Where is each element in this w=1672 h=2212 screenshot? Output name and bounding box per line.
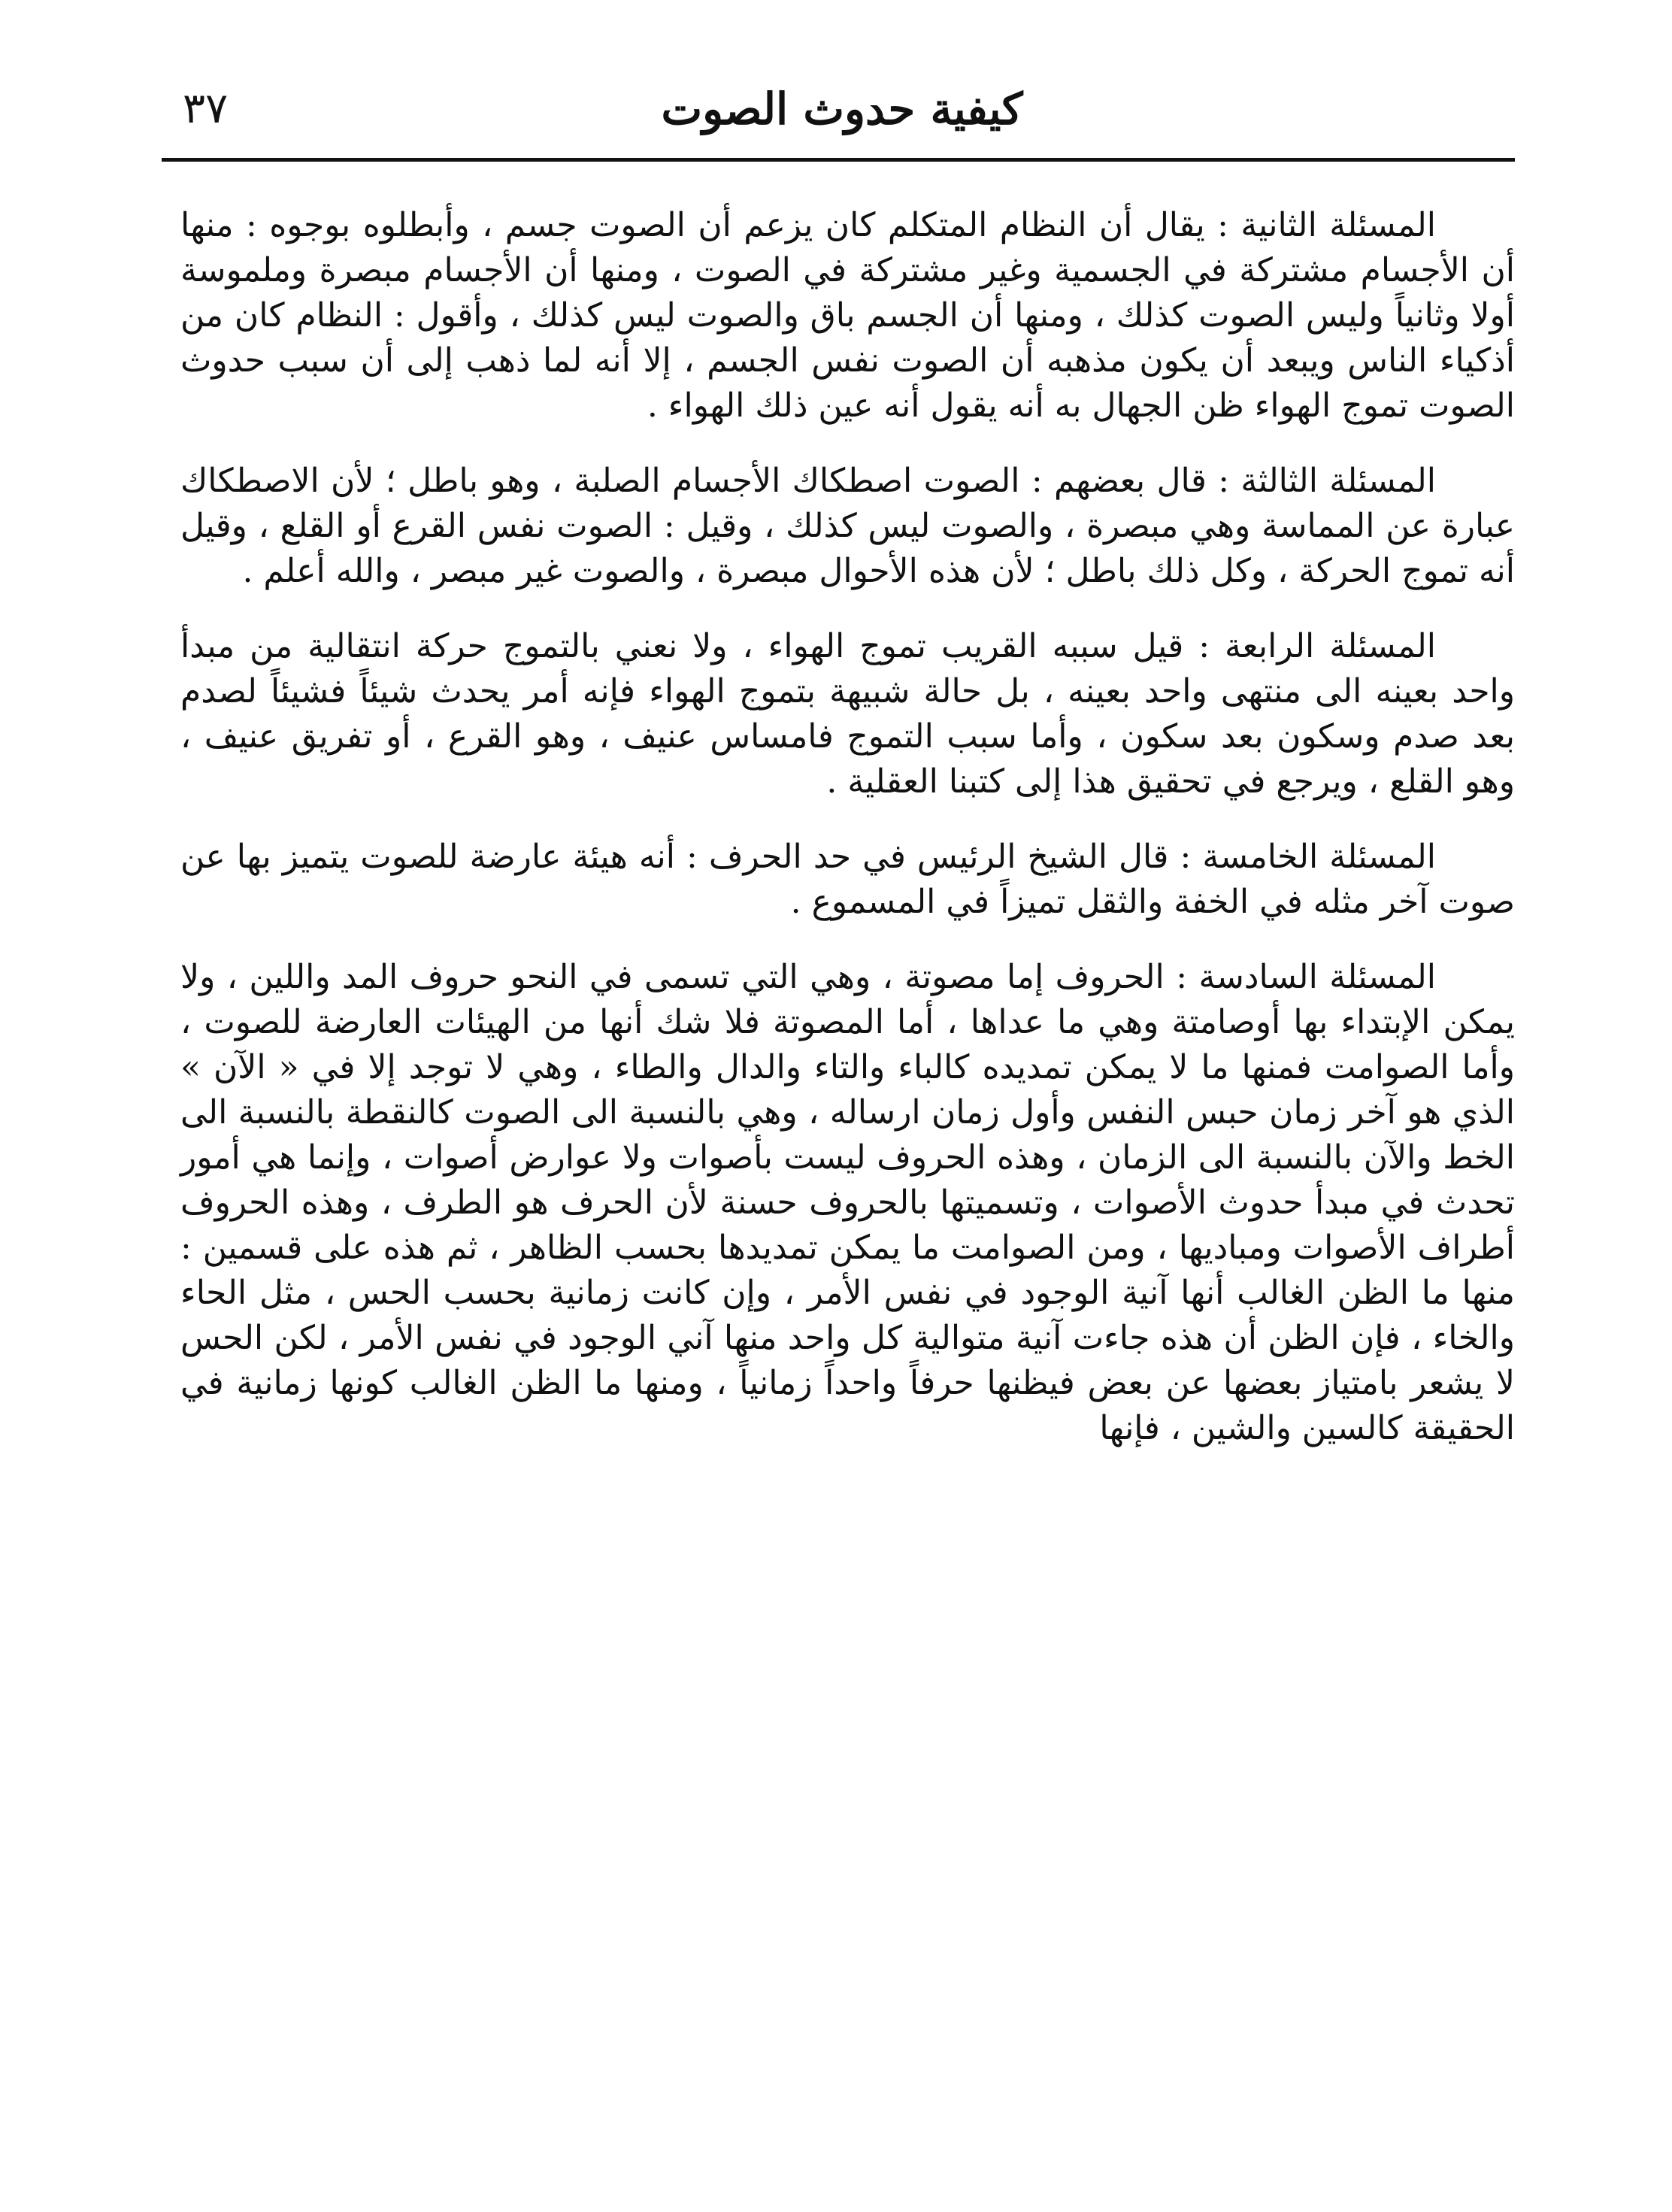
header-divider [162, 158, 1515, 162]
paragraph-second-issue: المسئلة الثانية : يقال أن النظام المتكلم كان يزعم أن الصوت جسم ، وأبطلوه بوجوه : منها أن الأجسام مشتركة في الجسمية وغير مشتركة في الصوت ، ومنها أن الأجسام مبصرة وملموسة أولا وثانياً وليس الصوت كذلك ، ومنها أن الجسم باق والصوت ليس كذلك ، وأقول : النظام كان من أذكياء الناس ويبعد أن يكون مذهبه أن الصوت نفس الجسم ، إلا أنه لما ذهب إلى أن سبب حدوث الصوت تموج الهواء ظن الجهال به أنه يقول أنه عين ذلك الهواء . [180, 206, 1515, 425]
chapter-title: كيفية حدوث الصوت [661, 83, 1023, 135]
page-header [169, 68, 1515, 150]
paragraph-sixth-issue: المسئلة السادسة : الحروف إما مصوتة ، وهي التي تسمى في النحو حروف المد واللين ، ولا يمكن الإبتداء بها أوصامتة وهي ما عداها ، أما المصوتة فلا شك أنها من الهيئات العارضة للصوت ، وأما الصوامت فمنها ما لا يمكن تمديده كالباء والتاء والدال والطاء ، وهي لا توجد إلا في « الآن » الذي هو آخر زمان حبس النفس وأول زمان ارساله ، وهي بالنسبة الى الصوت كالنقطة بالنسبة الى الخط والآن بالنسبة الى الزمان ، وهذه الحروف ليست بأصوات ولا عوارض أصوات ، وإنما هي أمور تحدث في مبدأ حدوث الأصوات ، وتسميتها بالحروف حسنة لأن الحرف هو الطرف ، وهذه الحروف أطراف الأصوات ومباديها ، ومن الصوامت ما يمكن تمديدها بحسب الظاهر ، ثم هذه على قسمين : منها ما الظن الغالب أنها آنية الوجود في نفس الأمر ، وإن كانت زمانية بحسب الحس ، مثل الحاء والخاء ، فإن الظن أن هذه جاءت آنية متوالية كل واحد منها آني الوجود في نفس الأمر ، لكن الحس لا يشعر بامتياز بعضها عن بعض فيظنها حرفاً واحداً زمانياً ، ومنها ما الظن الغالب كونها زمانية في الحقيقة كالسين والشين ، فإنها [180, 958, 1515, 1447]
page-number: ٣٧ [183, 84, 229, 133]
paragraph-fourth-issue: المسئلة الرابعة : قيل سببه القريب تموج الهواء ، ولا نعني بالتموج حركة انتقالية من مبدأ واحد بعينه الى منتهى واحد بعينه ، بل حالة شبيهة بتموج الهواء فإنه أمر يحدث شيئاً فشيئاً لصدم بعد صدم وسكون بعد سكون ، وأما سبب التموج فامساس عنيف ، وهو القرع ، أو تفريق عنيف ، وهو القلع ، ويرجع في تحقيق هذا إلى كتبنا العقلية . [180, 627, 1515, 801]
paragraph-third-issue: المسئلة الثالثة : قال بعضهم : الصوت اصطكاك الأجسام الصلبة ، وهو باطل ؛ لأن الاصطكاك عبارة عن المماسة وهي مبصرة ، والصوت ليس كذلك ، وقيل : الصوت نفس القرع أو القلع ، وقيل أنه تموج الحركة ، وكل ذلك باطل ؛ لأن هذه الأحوال مبصرة ، والصوت غير مبصر ، والله أعلم . [180, 462, 1515, 590]
paragraph-fifth-issue: المسئلة الخامسة : قال الشيخ الرئيس في حد الحرف : أنه هيئة عارضة للصوت يتميز بها عن صوت آخر مثله في الخفة والثقل تميزاً في المسموع . [180, 838, 1515, 921]
page-body [180, 203, 1515, 1451]
